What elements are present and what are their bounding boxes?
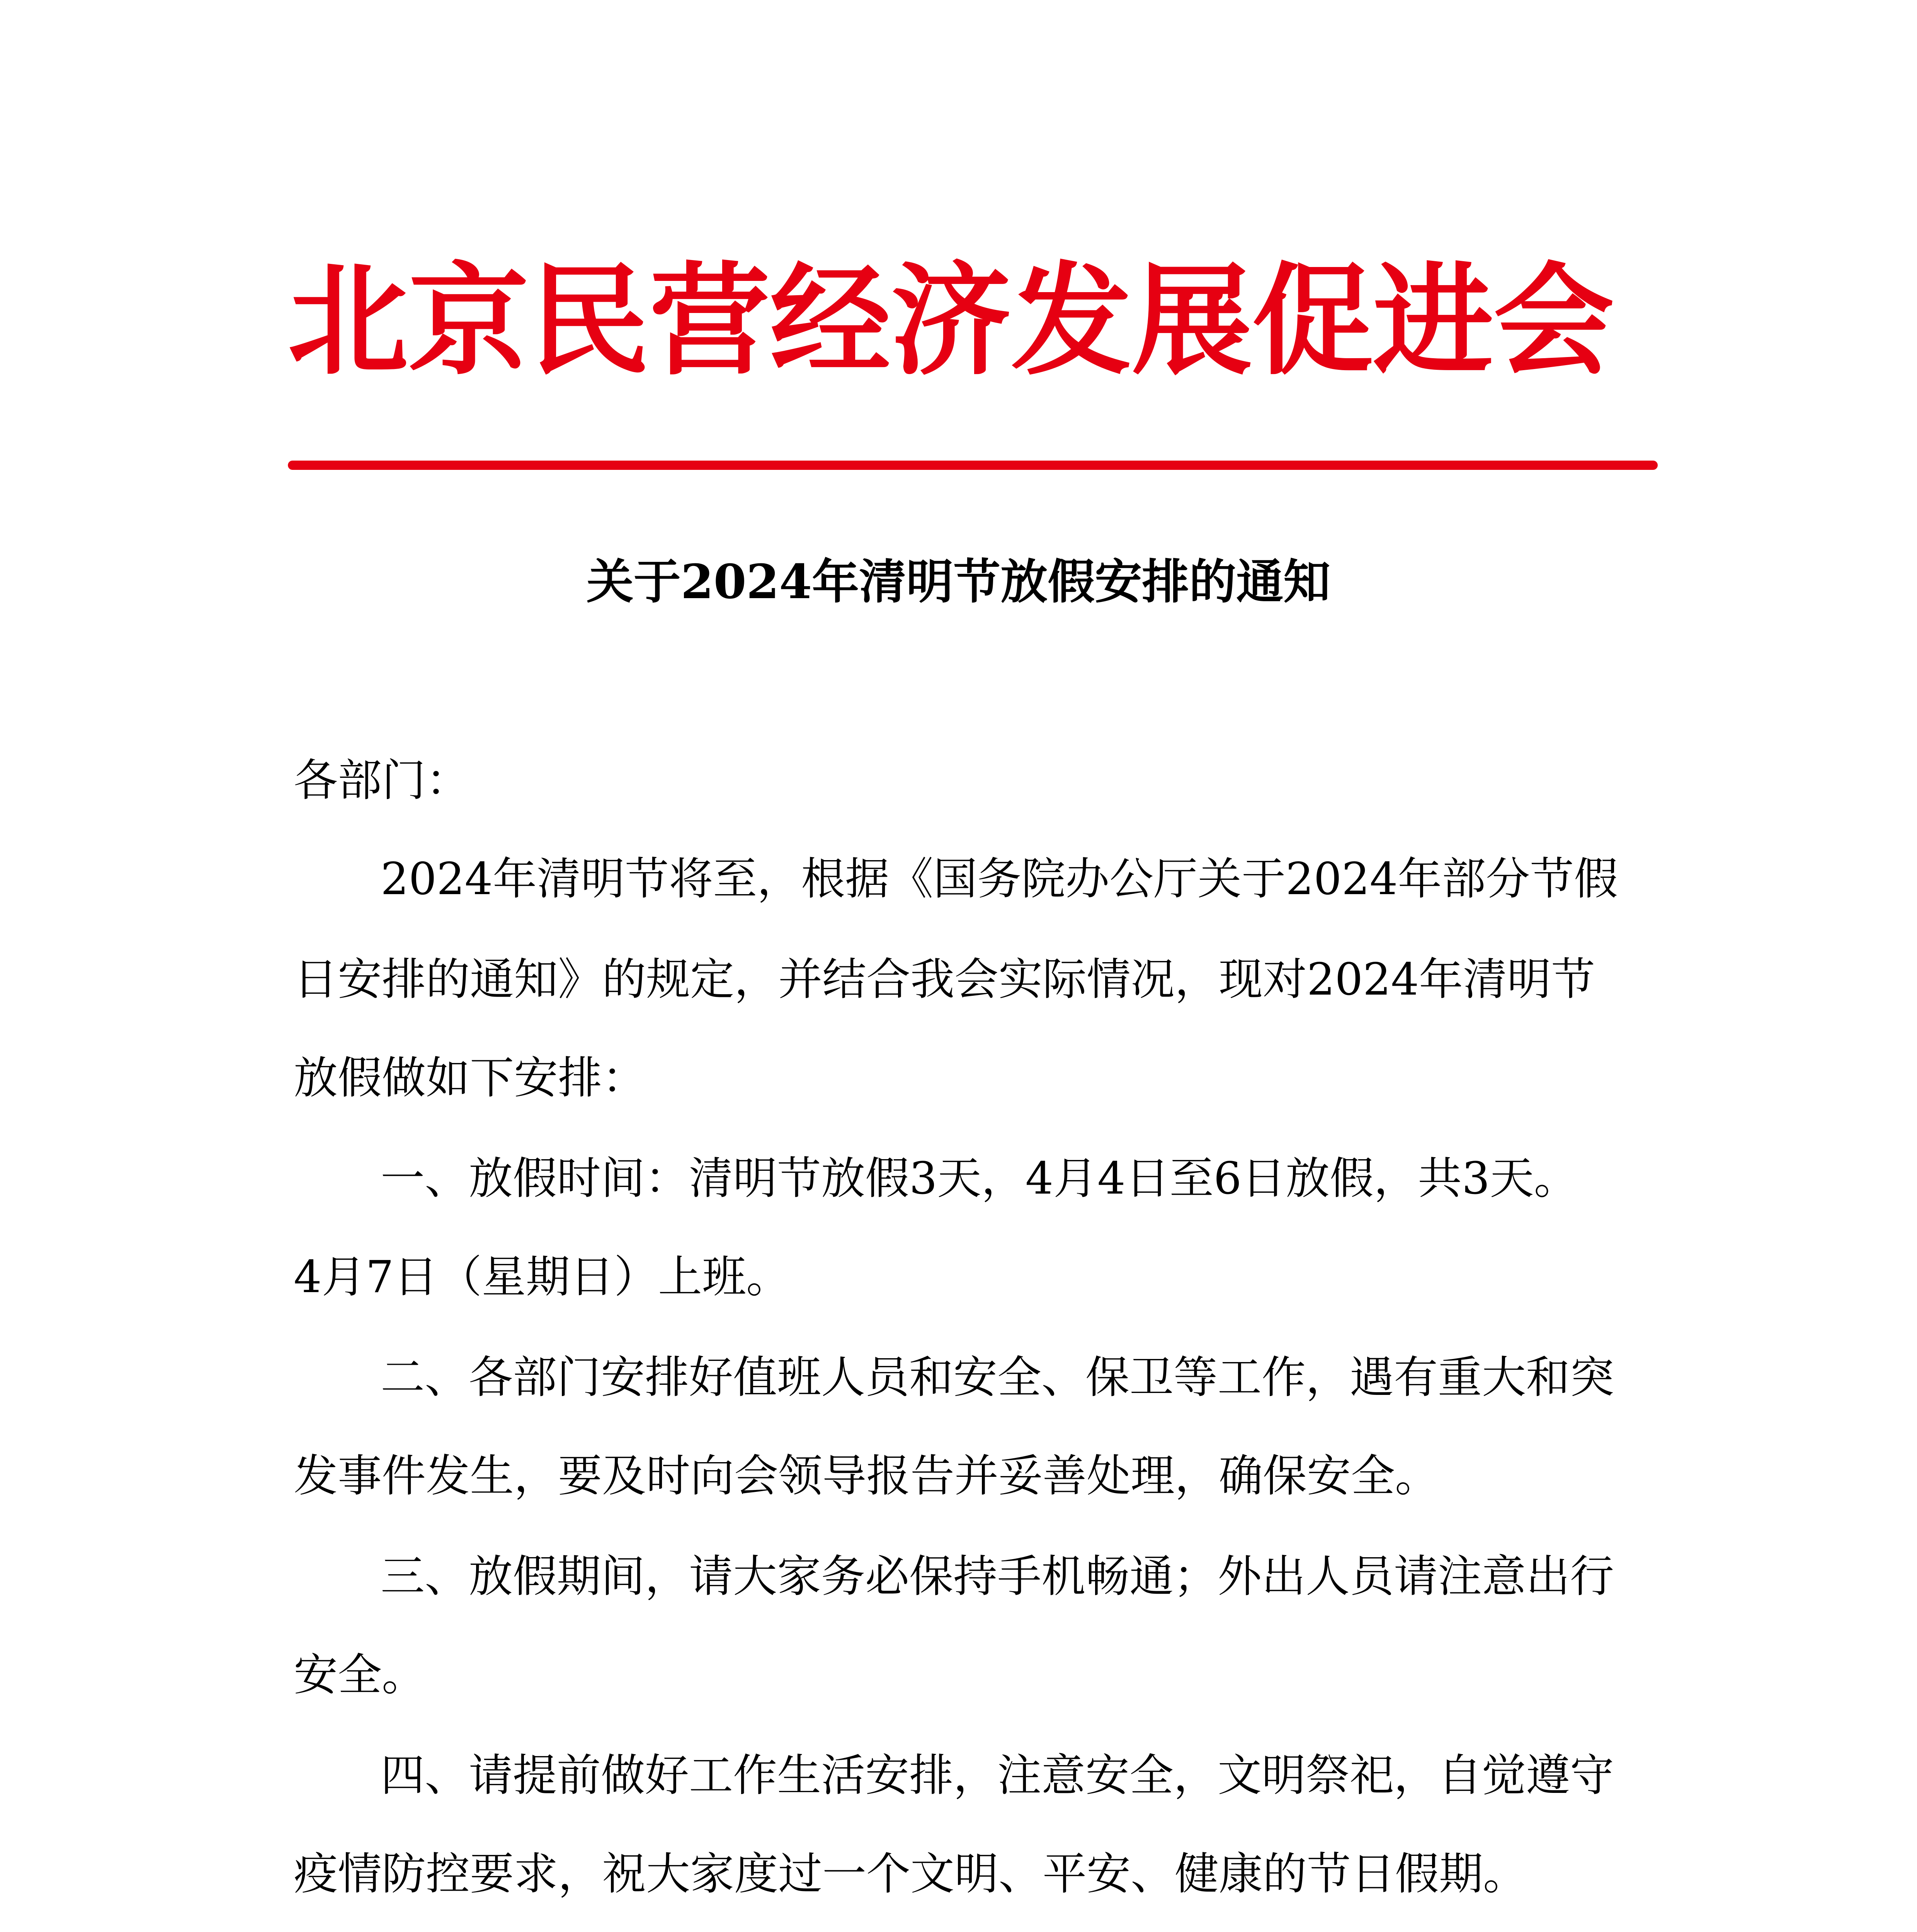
- body-line: 日安排的通知》的规定，并结合我会实际情况，现对2024年清明节: [294, 954, 1596, 1005]
- body-line: 放假做如下安排：: [294, 1052, 646, 1104]
- body-line: 三、放假期间，请大家务必保持手机畅通；外出人员请注意出行: [381, 1551, 1614, 1602]
- body-line: 发事件发生，要及时向会领导报告并妥善处理，确保安全。: [294, 1450, 1439, 1502]
- salutation: 各部门：: [294, 755, 470, 806]
- body-line: 四、请提前做好工作生活安排，注意安全，文明祭祀，自觉遵守: [381, 1750, 1614, 1801]
- red-divider-line: [288, 461, 1658, 470]
- body-line: 4月7日（星期日）上班。: [294, 1251, 791, 1303]
- body-line: 一、放假时间：清明节放假3天，4月4日至6日放假，共3天。: [381, 1153, 1578, 1204]
- body-line: 2024年清明节将至，根据《国务院办公厅关于2024年部分节假: [381, 853, 1618, 905]
- body-line: 安全。: [294, 1649, 426, 1701]
- organization-header: 北京民营经济发展促进会: [288, 250, 1614, 391]
- body-line: 二、各部门安排好值班人员和安全、保卫等工作，遇有重大和突: [381, 1352, 1614, 1403]
- body-line: 疫情防控要求，祝大家度过一个文明、平安、健康的节日假期。: [294, 1848, 1527, 1900]
- notice-title: 关于2024年清明节放假安排的通知: [586, 554, 1331, 609]
